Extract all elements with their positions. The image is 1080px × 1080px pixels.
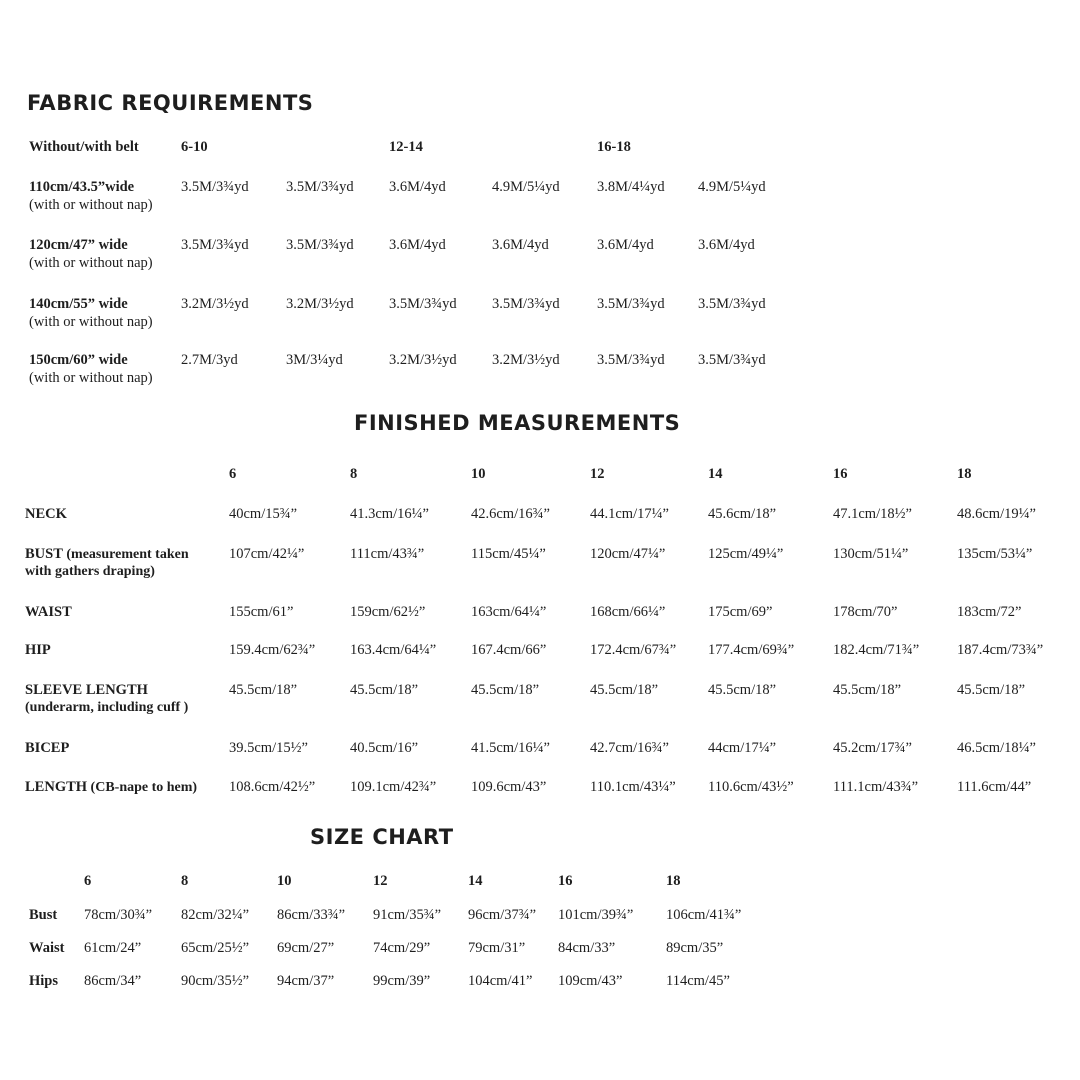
finished-value-cell: 45.2cm/17¾” [833,740,912,756]
finished-value-cell: 47.1cm/18½” [833,506,912,522]
fabric-value-cell: 3.2M/3½yd [492,352,560,368]
size-chart-size-header: 6 [84,873,92,889]
finished-size-header: 8 [350,466,358,482]
fabric-requirements-title: FABRIC REQUIREMENTS [27,91,314,115]
fabric-value-cell: 3.2M/3½yd [181,296,249,312]
measurement-row-label [25,506,67,523]
size-chart-value-cell: 91cm/35¾” [373,907,442,923]
size-chart-row-label: Hips [29,973,59,989]
size-chart-value-cell: 90cm/35½” [181,973,250,989]
size-chart-value-cell: 74cm/29” [373,940,431,956]
fabric-width-label: 140cm/55” wide [29,296,128,312]
size-chart-value-cell: 86cm/33¾” [277,907,346,923]
finished-value-cell: 187.4cm/73¾” [957,642,1044,658]
measurement-note-line2: with gathers draping) [25,564,155,579]
finished-value-cell: 182.4cm/71¾” [833,642,920,658]
finished-value-cell: 45.5cm/18” [471,682,540,698]
fabric-value-cell: 3.6M/4yd [389,237,446,253]
finished-value-cell: 109.1cm/42¾” [350,779,437,795]
size-chart-size-header: 18 [666,873,681,889]
finished-value-cell: 45.5cm/18” [833,682,902,698]
fabric-nap-note: (with or without nap) [29,370,153,386]
fabric-size-group: 16-18 [597,139,631,155]
size-chart-value-cell: 65cm/25½” [181,940,250,956]
finished-value-cell: 44.1cm/17¼” [590,506,669,522]
size-chart-value-cell: 109cm/43” [558,973,623,989]
finished-value-cell: 155cm/61” [229,604,294,620]
finished-value-cell: 46.5cm/18¼” [957,740,1036,756]
fabric-value-cell: 3.6M/4yd [698,237,755,253]
fabric-value-cell: 3.6M/4yd [492,237,549,253]
finished-value-cell: 39.5cm/15½” [229,740,308,756]
size-chart-value-cell: 79cm/31” [468,940,526,956]
size-chart-value-cell: 84cm/33” [558,940,616,956]
measurement-row-label [25,604,72,621]
size-chart-value-cell: 86cm/34” [84,973,142,989]
finished-value-cell: 120cm/47¼” [590,546,666,562]
finished-value-cell: 45.5cm/18” [350,682,419,698]
finished-value-cell: 159.4cm/62¾” [229,642,316,658]
fabric-value-cell: 3.2M/3½yd [286,296,354,312]
fabric-value-cell: 3.2M/3½yd [389,352,457,368]
size-chart-row-label: Bust [29,907,58,923]
fabric-value-cell: 3.5M/3¾yd [698,352,766,368]
measurement-note: (CB-nape to hem) [87,780,198,795]
fabric-value-cell: 4.9M/5¼yd [698,179,766,195]
measurement-name: BUST [25,546,63,562]
finished-measurements-title: FINISHED MEASUREMENTS [354,411,681,435]
finished-value-cell: 172.4cm/67¾” [590,642,677,658]
finished-value-cell: 110.6cm/43½” [708,779,794,795]
measurement-name: WAIST [25,604,72,620]
finished-value-cell: 48.6cm/19¼” [957,506,1036,522]
finished-value-cell: 45.5cm/18” [708,682,777,698]
size-chart-value-cell: 106cm/41¾” [666,907,742,923]
fabric-value-cell: 3.5M/3¾yd [597,296,665,312]
finished-value-cell: 115cm/45¼” [471,546,546,562]
size-chart-value-cell: 69cm/27” [277,940,335,956]
fabric-nap-note: (with or without nap) [29,255,153,271]
measurement-name: SLEEVE LENGTH [25,682,148,698]
measurement-note-line2: (underarm, including cuff ) [25,700,189,715]
fabric-size-group: 6-10 [181,139,208,155]
size-chart-value-cell: 89cm/35” [666,940,724,956]
size-chart-title: SIZE CHART [310,825,454,849]
finished-value-cell: 109.6cm/43” [471,779,547,795]
fabric-width-label: 110cm/43.5”wide [29,179,135,195]
finished-value-cell: 108.6cm/42½” [229,779,316,795]
fabric-value-cell: 4.9M/5¼yd [492,179,560,195]
size-chart-value-cell: 114cm/45” [666,973,730,989]
finished-value-cell: 130cm/51¼” [833,546,909,562]
measurement-row-label [25,642,51,659]
measurement-row-label [25,682,148,699]
measurement-note: (measurement taken [62,547,189,562]
finished-value-cell: 125cm/49¼” [708,546,784,562]
fabric-header-label: Without/with belt [29,139,139,155]
finished-size-header: 6 [229,466,237,482]
finished-size-header: 12 [590,466,605,482]
finished-value-cell: 45.5cm/18” [229,682,298,698]
fabric-value-cell: 3.5M/3¾yd [597,352,665,368]
finished-value-cell: 41.3cm/16¼” [350,506,429,522]
fabric-width-label: 150cm/60” wide [29,352,128,368]
finished-value-cell: 45.5cm/18” [590,682,659,698]
fabric-value-cell: 3.5M/3¾yd [492,296,560,312]
size-chart-size-header: 12 [373,873,388,889]
size-chart-value-cell: 82cm/32¼” [181,907,250,923]
size-chart-row-label: Waist [29,940,65,956]
fabric-value-cell: 3.5M/3¾yd [698,296,766,312]
finished-value-cell: 167.4cm/66” [471,642,547,658]
fabric-width-label: 120cm/47” wide [29,237,128,253]
finished-value-cell: 163cm/64¼” [471,604,547,620]
finished-value-cell: 111.6cm/44” [957,779,1032,795]
finished-value-cell: 111.1cm/43¾” [833,779,919,795]
size-chart-value-cell: 104cm/41” [468,973,533,989]
finished-value-cell: 40cm/15¾” [229,506,298,522]
finished-value-cell: 178cm/70” [833,604,898,620]
finished-value-cell: 163.4cm/64¼” [350,642,437,658]
fabric-size-group: 12-14 [389,139,423,155]
size-chart-size-header: 14 [468,873,483,889]
finished-value-cell: 135cm/53¼” [957,546,1033,562]
finished-size-header: 18 [957,466,972,482]
measurement-name: LENGTH [25,779,88,795]
measurement-row-label [25,740,69,757]
finished-value-cell: 40.5cm/16” [350,740,419,756]
measurement-name: HIP [25,642,51,658]
fabric-value-cell: 3.5M/3¾yd [389,296,457,312]
finished-value-cell: 41.5cm/16¼” [471,740,550,756]
size-chart-size-header: 10 [277,873,292,889]
finished-value-cell: 44cm/17¼” [708,740,777,756]
size-chart-value-cell: 94cm/37” [277,973,335,989]
finished-value-cell: 177.4cm/69¾” [708,642,795,658]
finished-value-cell: 110.1cm/43¼” [590,779,676,795]
fabric-value-cell: 3.5M/3¾yd [181,237,249,253]
fabric-nap-note: (with or without nap) [29,314,153,330]
finished-size-header: 14 [708,466,723,482]
fabric-value-cell: 3.5M/3¾yd [286,237,354,253]
measurement-name: BICEP [25,740,70,756]
finished-value-cell: 159cm/62½” [350,604,426,620]
finished-size-header: 10 [471,466,486,482]
finished-value-cell: 107cm/42¼” [229,546,305,562]
size-chart-value-cell: 96cm/37¾” [468,907,537,923]
finished-value-cell: 111cm/43¾” [350,546,425,562]
measurement-row-label [25,546,189,563]
measurement-name: NECK [25,506,67,522]
measurement-row-label [25,779,197,796]
fabric-value-cell: 3.5M/3¾yd [181,179,249,195]
finished-value-cell: 45.5cm/18” [957,682,1026,698]
finished-value-cell: 168cm/66¼” [590,604,666,620]
fabric-value-cell: 3.8M/4¼yd [597,179,665,195]
fabric-value-cell: 3.6M/4yd [389,179,446,195]
finished-value-cell: 175cm/69” [708,604,773,620]
fabric-value-cell: 2.7M/3yd [181,352,238,368]
size-chart-value-cell: 99cm/39” [373,973,431,989]
size-chart-size-header: 8 [181,873,189,889]
finished-value-cell: 42.6cm/16¾” [471,506,550,522]
fabric-nap-note: (with or without nap) [29,197,153,213]
finished-value-cell: 183cm/72” [957,604,1022,620]
fabric-value-cell: 3.6M/4yd [597,237,654,253]
finished-value-cell: 45.6cm/18” [708,506,777,522]
fabric-value-cell: 3.5M/3¾yd [286,179,354,195]
fabric-value-cell: 3M/3¼yd [286,352,343,368]
size-chart-value-cell: 61cm/24” [84,940,142,956]
size-chart-size-header: 16 [558,873,573,889]
size-chart-value-cell: 101cm/39¾” [558,907,634,923]
finished-size-header: 16 [833,466,848,482]
size-chart-value-cell: 78cm/30¾” [84,907,153,923]
finished-value-cell: 42.7cm/16¾” [590,740,669,756]
